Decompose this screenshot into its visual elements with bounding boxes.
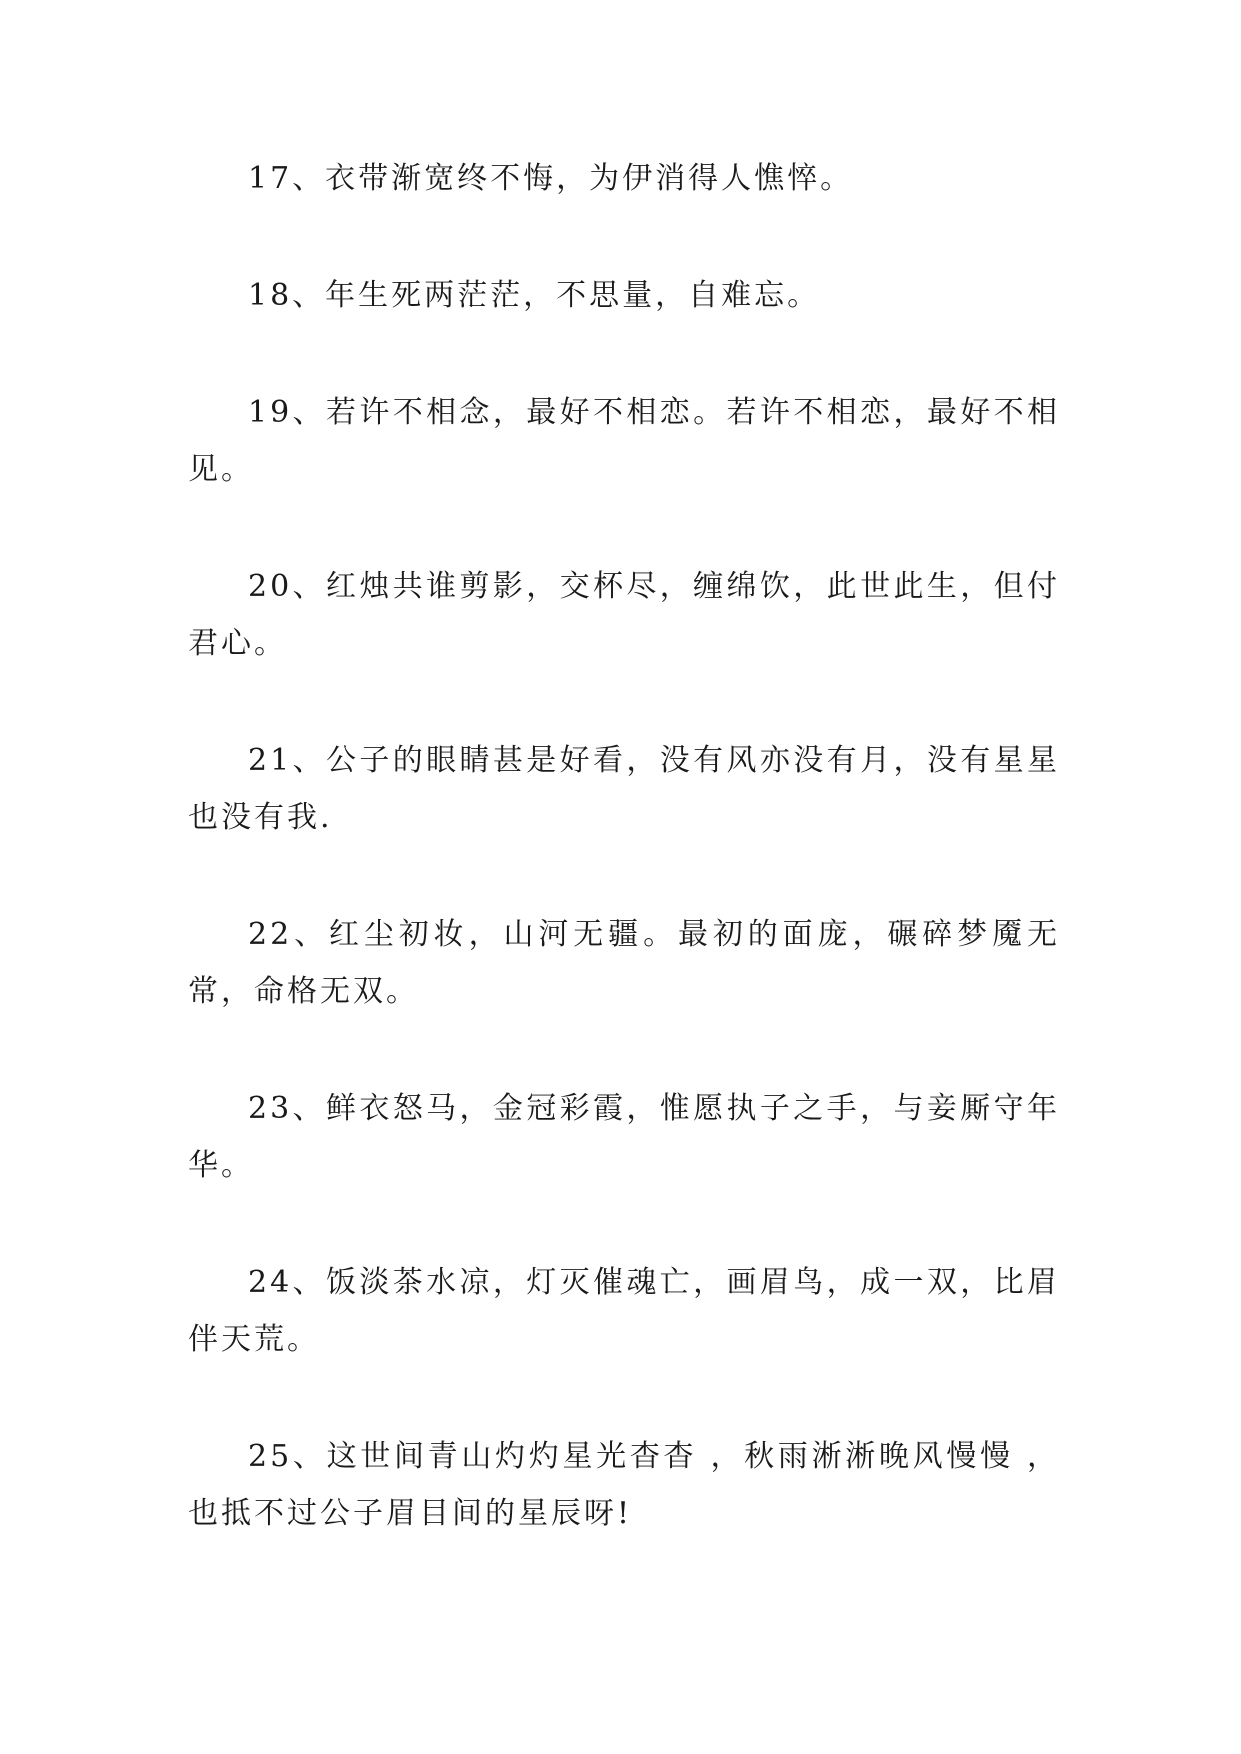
paragraph-22: 22、红尘初妆，山河无疆。最初的面庞，碾碎梦魇无常，命格无双。 (188, 917, 1060, 1009)
paragraph-24: 24、饭淡茶水凉，灯灭催魂亡，画眉鸟，成一双，比眉伴天荒。 (188, 1265, 1060, 1357)
paragraph-19: 19、若许不相念，最好不相恋。若许不相恋，最好不相见。 (188, 395, 1060, 487)
paragraph-21: 21、公子的眼睛甚是好看，没有风亦没有月，没有星星也没有我. (188, 743, 1060, 835)
paragraph-25: 25、这世间青山灼灼星光杳杳 ，秋雨淅淅晚风慢慢 ，也抵不过公子眉目间的星辰呀! (188, 1439, 1060, 1531)
document-body (188, 150, 1060, 1602)
paragraph-18: 18、年生死两茫茫，不思量，自难忘。 (248, 278, 821, 313)
paragraph-17: 17、衣带渐宽终不悔，为伊消得人憔悴。 (248, 161, 854, 196)
paragraph-20: 20、红烛共谁剪影，交杯尽，缠绵饮，此世此生，但付君心。 (188, 569, 1060, 661)
paragraph-23: 23、鲜衣怒马，金冠彩霞，惟愿执子之手，与妾厮守年华。 (188, 1091, 1060, 1183)
